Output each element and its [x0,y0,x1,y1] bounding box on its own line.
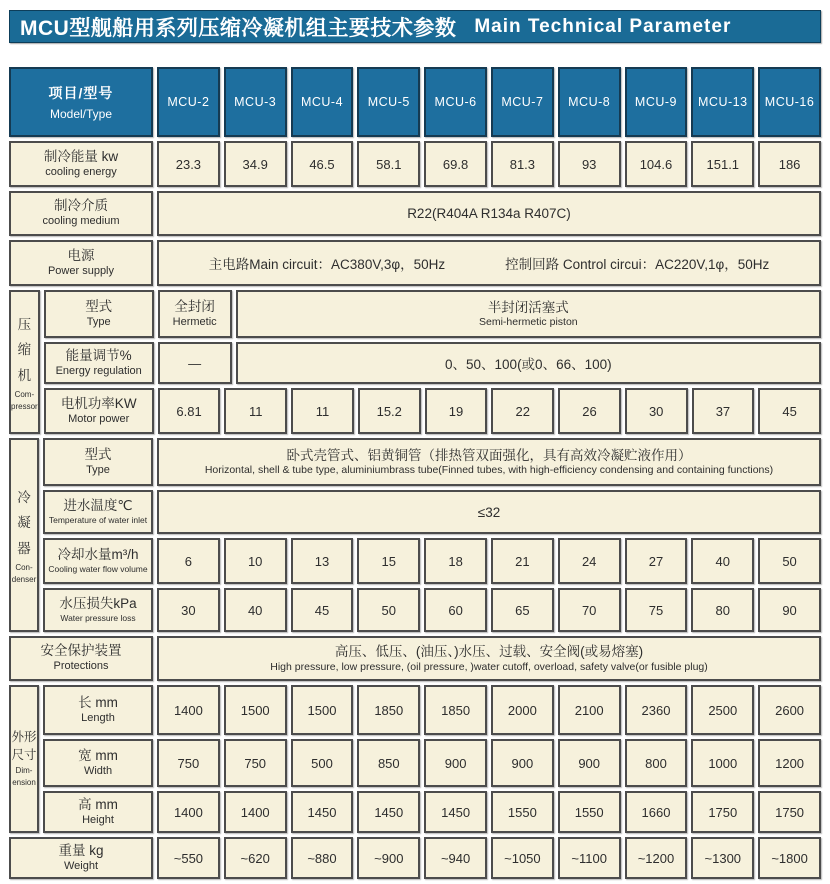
value-cell: 30 [157,588,220,632]
row-label: 水压损失kPa Water pressure loss [43,588,153,632]
value-cell: ~1100 [558,837,621,879]
value-cell: 1450 [424,791,487,833]
dimension-group [9,685,821,833]
value-cell: 13 [291,538,354,584]
value-cell: 19 [425,388,488,434]
row-label: 电源 Power supply [9,240,153,286]
value-cell: ~880 [291,837,354,879]
value-cell: 151.1 [691,141,754,187]
value-cell: 80 [691,588,754,632]
value-cell: 34.9 [224,141,287,187]
row-label: 宽 mm Width [43,739,153,787]
value-cell: 1400 [157,791,220,833]
row-label: 重量 kg Weight [9,837,153,879]
row-label: 进水温度℃ Temperature of water inlet [43,490,153,534]
row-cooling-water-flow [43,538,821,584]
value-cell: 21 [491,538,554,584]
value-cell: 10 [224,538,287,584]
protections-cell: 高压、低压、(油压、)水压、过载、安全阀(或易熔塞) High pressure, low pressure, (oil pressure, )water cutoff, overload, safety valve(or fusible plug) [157,636,821,681]
value-cell: 11 [224,388,287,434]
column-header: MCU-13 [691,67,754,137]
value-cell: 1850 [424,685,487,735]
value-cell: 2000 [491,685,554,735]
value-cell: 90 [758,588,821,632]
value-cell: 186 [758,141,821,187]
table-header-row [9,67,821,137]
page-title-zh: MCU型舰船用系列压缩冷凝机组主要技术参数 [20,16,457,40]
value-cell: 70 [558,588,621,632]
value-cell: 15 [357,538,420,584]
row-energy-regulation [44,342,821,384]
value-cell: 23.3 [157,141,220,187]
compressor-group-label: 压缩机 Com- pressor [9,290,40,434]
value-cell: 2500 [691,685,754,735]
value-cell: 1500 [224,685,287,735]
value-cell: 2600 [758,685,821,735]
row-label: 长 mm Length [43,685,153,735]
value-cell: 50 [758,538,821,584]
value-cell: 800 [625,739,688,787]
row-label: 型式 Type [44,290,154,338]
header-model-type-cell [9,67,153,137]
value-cell: 40 [691,538,754,584]
value-cell: 1450 [291,791,354,833]
value-cell: ~1800 [758,837,821,879]
row-condenser-type [43,438,821,486]
value-cell: ~900 [357,837,420,879]
value-cell: 30 [625,388,688,434]
title-bar [9,10,821,43]
value-cell: 22 [491,388,554,434]
value-cell: 900 [558,739,621,787]
column-header: MCU-16 [758,67,821,137]
row-length [43,685,821,735]
row-label: 安全保护装置 Protections [9,636,153,681]
column-header: MCU-9 [625,67,688,137]
value-cell: ~940 [424,837,487,879]
row-width [43,739,821,787]
value-cell: 81.3 [491,141,554,187]
compressor-group [9,290,821,434]
value-cell: 40 [224,588,287,632]
value-cell: 750 [157,739,220,787]
column-header: MCU-4 [291,67,354,137]
value-cell: 26 [558,388,621,434]
value-cell: 1000 [691,739,754,787]
value-cell: 750 [224,739,287,787]
value-cell: 60 [424,588,487,632]
main-circuit-text: 主电路Main circuit：AC380V,3φ，50Hz [208,257,446,272]
row-power-supply [9,240,821,286]
value-cell: 93 [558,141,621,187]
row-label: 制冷能量 kw cooling energy [9,141,153,187]
value-cell: 104.6 [625,141,688,187]
column-header: MCU-5 [357,67,420,137]
value-cell: 18 [424,538,487,584]
value-cell: 1850 [357,685,420,735]
value-span-cell: R22(R404A R134a R407C) [157,191,821,236]
row-cooling-medium [9,191,821,236]
row-label: 电机功率KW Motor power [44,388,154,434]
value-cell: ~550 [157,837,220,879]
row-protections [9,636,821,681]
regulation-steps-cell: 0、50、100(或0、66、100) [236,342,821,384]
value-cell: 900 [424,739,487,787]
semi-hermetic-cell: 半封闭活塞式 Semi-hermetic piston [236,290,821,338]
column-header: MCU-2 [157,67,220,137]
row-label: 高 mm Height [43,791,153,833]
value-cell: 50 [357,588,420,632]
page-title-en: Main Technical Parameter [474,15,732,37]
row-label: 能量调节% Energy regulation [44,342,154,384]
value-cell: 2100 [558,685,621,735]
value-cell: 1450 [357,791,420,833]
row-compressor-type [44,290,821,338]
row-cooling-energy [9,141,821,187]
condenser-type-cell: 卧式壳管式、铝黄铜管（排热管双面强化，具有高效冷凝贮液作用） Horizontal, shell & tube type, aluminiumbrass tube(Finned tubes, with high-efficiency condensing and containing functions) [157,438,821,486]
dimension-group-label: 外形 尺寸 Dim- ension [9,685,39,833]
column-header: MCU-7 [491,67,554,137]
value-cell: 6 [157,538,220,584]
parameters-table [9,67,821,879]
row-water-pressure-loss [43,588,821,632]
hermetic-cell: 全封闭 Hermetic [158,290,232,338]
value-cell: 45 [758,388,821,434]
value-cell: 900 [491,739,554,787]
column-header: MCU-8 [558,67,621,137]
condenser-group-label: 冷凝器 Con- denser [9,438,39,632]
row-weight [9,837,821,879]
value-cell: 69.8 [424,141,487,187]
value-cell: 37 [692,388,755,434]
value-cell: 500 [291,739,354,787]
control-circuit-text: 控制回路 Control circui：AC220V,1φ，50Hz [505,257,770,272]
value-cell: 65 [491,588,554,632]
value-cell: 46.5 [291,141,354,187]
value-span-cell [157,240,821,286]
condenser-group [9,438,821,632]
value-cell: 15.2 [358,388,421,434]
value-cell: 11 [291,388,354,434]
row-water-inlet-temp [43,490,821,534]
value-cell: 24 [558,538,621,584]
value-cell: 45 [291,588,354,632]
value-cell: ~1300 [691,837,754,879]
row-label: 制冷介质 cooling medium [9,191,153,236]
value-cell: ~620 [224,837,287,879]
value-cell: 1660 [625,791,688,833]
column-header: MCU-3 [224,67,287,137]
value-cell: 75 [625,588,688,632]
value-cell: 6.81 [158,388,221,434]
value-cell: 1550 [558,791,621,833]
value-cell: 1750 [691,791,754,833]
row-label: 型式 Type [43,438,153,486]
value-cell: 1750 [758,791,821,833]
value-cell: 1400 [224,791,287,833]
row-motor-power [44,388,821,434]
value-cell: ~1200 [625,837,688,879]
value-cell: ~1050 [491,837,554,879]
value-cell: 1500 [291,685,354,735]
value-cell: 850 [357,739,420,787]
value-cell: 27 [625,538,688,584]
column-header: MCU-6 [424,67,487,137]
value-span-cell: ≤32 [157,490,821,534]
value-cell: 58.1 [357,141,420,187]
value-cell: 1550 [491,791,554,833]
row-height [43,791,821,833]
value-cell: 1400 [157,685,220,735]
header-label-en: Model/Type [49,107,113,121]
header-label-zh: 项目/型号 [48,85,114,101]
row-label: 冷却水量m³/h Cooling water flow volume [43,538,153,584]
value-cell: 1200 [758,739,821,787]
dash-cell: — [158,342,232,384]
value-cell: 2360 [625,685,688,735]
